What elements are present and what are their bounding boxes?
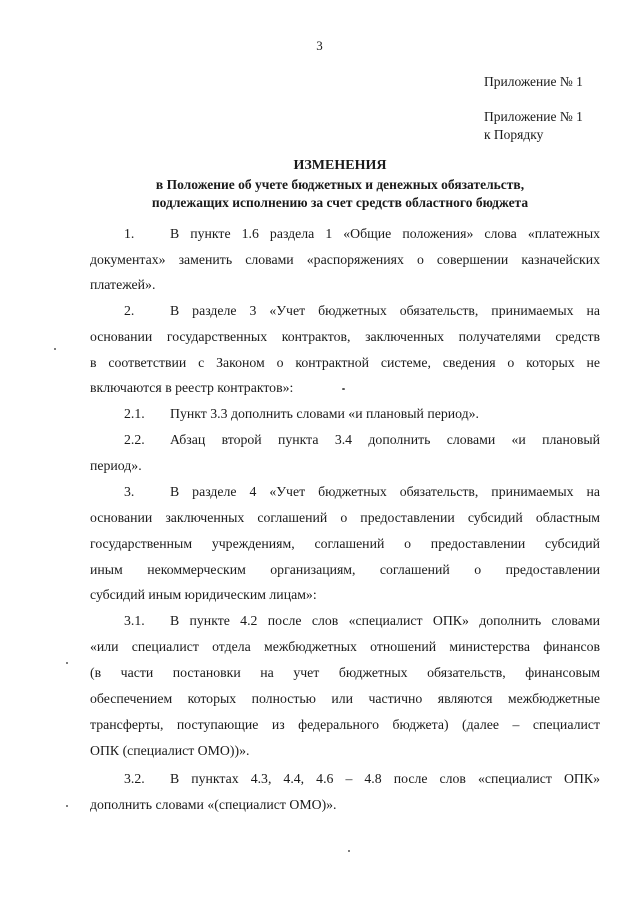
item-line: иным некоммерческим организациям, соглашений о предоставлении	[90, 562, 600, 577]
item-line: Абзац второй пункта 3.4 дополнить словами «и плановый	[170, 432, 600, 447]
item-line: период».	[90, 458, 142, 473]
item-number: 3.2.	[124, 771, 145, 786]
item-number: 1.	[124, 226, 135, 241]
item-line: В пункте 1.6 раздела 1 «Общие положения» слова «платежных	[170, 226, 600, 241]
document-subtitle-line-2: подлежащих исполнению за счет средств областного бюджета	[151, 195, 529, 210]
item-line: В пункте 4.2 после слов «специалист ОПК» дополнить словами	[170, 613, 600, 628]
document-subtitle-line-1: в Положение об учете бюджетных и денежных обязательств,	[155, 177, 525, 192]
item-number: 2.	[124, 303, 135, 318]
scan-speck	[66, 662, 68, 664]
item-line: трансферты, поступающие из федерального бюджета) (далее – специалист	[90, 717, 600, 732]
annex-sub-label: Приложение № 1	[484, 109, 583, 124]
scan-speck	[348, 850, 350, 852]
item-line: (в части постановки на учет бюджетных обязательств, финансовым	[90, 665, 600, 680]
item-line: включаются в реестр контрактов»:	[90, 380, 294, 395]
item-line: Пункт 3.3 дополнить словами «и плановый период».	[170, 406, 479, 421]
item-line: платежей».	[90, 277, 156, 292]
item-line: документах» заменить словами «распоряжениях о совершении казначейских	[90, 252, 600, 267]
scan-speck	[342, 388, 345, 390]
item-line: В разделе 4 «Учет бюджетных обязательств, принимаемых на	[170, 484, 600, 499]
page-number: 3	[316, 38, 323, 53]
scan-speck	[54, 348, 56, 350]
annex-sub-label-2: к Порядку	[484, 127, 544, 142]
document-title: ИЗМЕНЕНИЯ	[293, 158, 387, 173]
item-line: В пунктах 4.3, 4.4, 4.6 – 4.8 после слов «специалист ОПК»	[170, 771, 600, 786]
item-line: ОПК (специалист ОМО))».	[90, 743, 250, 758]
item-line: «или специалист отдела межбюджетных отношений министерства финансов	[90, 639, 600, 654]
scan-speck	[66, 805, 68, 807]
item-line: основании заключенных соглашений о предоставлении субсидий областным	[90, 510, 600, 525]
item-number: 3.1.	[124, 613, 145, 628]
item-line: в соответствии с Законом о контрактной системе, сведения о которых не	[90, 355, 600, 370]
item-line: В разделе 3 «Учет бюджетных обязательств, принимаемых на	[170, 303, 600, 318]
item-line: дополнить словами «(специалист ОМО)».	[90, 797, 337, 812]
annex-label: Приложение № 1	[484, 74, 583, 89]
item-number: 2.2.	[124, 432, 145, 447]
item-line: обеспечением которых полностью или частично являются межбюджетные	[90, 691, 600, 706]
item-line: основании государственных контрактов, заключенных получателями средств	[90, 329, 600, 344]
item-line: субсидий иным юридическим лицам»:	[90, 587, 317, 602]
item-number: 2.1.	[124, 406, 145, 421]
item-number: 3.	[124, 484, 135, 499]
item-line: государственным учреждениям, соглашений о предоставлении субсидий	[90, 536, 600, 551]
